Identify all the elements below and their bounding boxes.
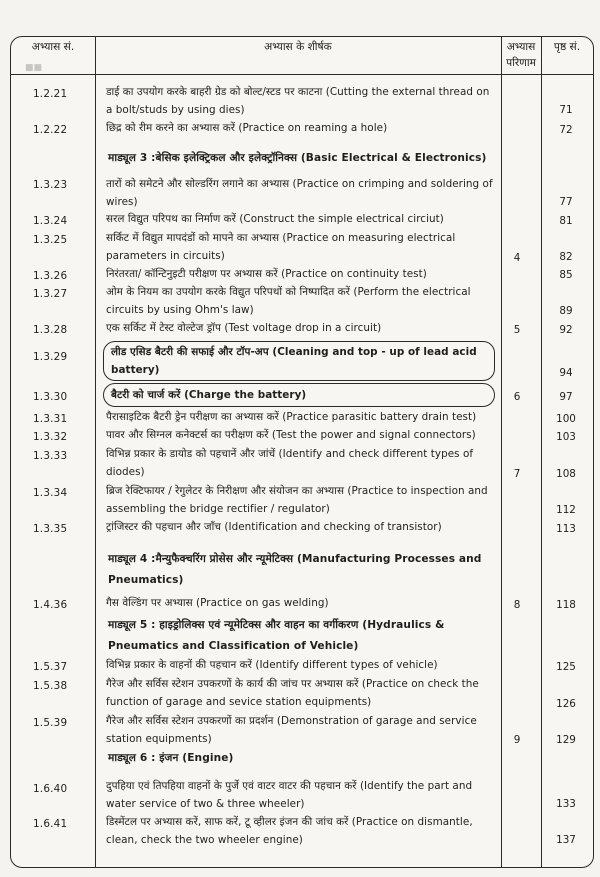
page-number: 81 [559,215,573,227]
header-exercise-no: अभ्यास सं. [31,41,75,53]
exercise-number: 1.3.31 [33,413,68,425]
exercise-title: ओम के नियम का उपयोग करके विद्युत परिपथों को निष्पादित करें (Perform the electrical circuits by using Ohm's law) [106,286,471,316]
exercise-number: 1.2.22 [33,124,68,136]
exercise-title: डाई का उपयोग करके बाहरी ग्रेड को बोल्ट/स्टड पर काटना (Cutting the external thread on a bolt/studs by using dies) [106,86,490,116]
module-heading: माड्यूल 4 :मैन्युफैक्चरिंग प्रोसेस और न्यूमेटिक्स (Manufacturing Processes and Pneumatics) [108,553,482,586]
module-heading: माड्यूल 3 :बेसिक इलेक्ट्रिकल और इलेक्ट्रॉनिक्स (Basic Electrical & Electronics) [108,152,487,164]
exercise-number: 1.3.23 [33,179,68,191]
exercise-title: गैरेज और सर्विस स्टेशन उपकरणों का प्रदर्शन (Demonstration of garage and service station equipments) [106,715,477,745]
exercise-number: 1.3.32 [33,431,68,443]
exercise-number: 1.3.24 [33,215,68,227]
page-number: 92 [559,324,573,336]
contents-table [10,36,594,868]
exercise-number: 1.3.30 [33,391,68,403]
exercise-number: 1.3.35 [33,523,68,535]
learning-outcome: 4 [513,252,521,264]
learning-outcome: 6 [513,391,521,403]
exercise-number: 1.3.26 [33,270,68,282]
learning-outcome: 7 [513,468,521,480]
column-divider [501,37,502,867]
exercise-number: 1.3.28 [33,324,68,336]
exercise-title: विभिन्न प्रकार के डायोड को पहचानें और जांचें (Identify and check different types of diodes) [106,448,474,478]
page-number: 129 [556,734,576,746]
exercise-number: 1.3.33 [33,450,68,462]
page-number: 85 [559,269,573,281]
exercise-title: डिस्मेंटल पर अभ्यास करें, साफ करें, टू व्हीलर इंजन की जांच करें (Practice on dismantle, clean, check the two wheeler engine) [106,816,473,846]
page-number: 118 [556,599,576,611]
page-number: 125 [556,661,576,673]
exercise-title: बैटरी को चार्ज करें (Charge the battery) [111,389,307,401]
exercise-number: 1.6.40 [33,783,68,795]
page-number: 113 [556,523,576,535]
page-number: 89 [559,305,573,317]
header-page-no: पृष्ठ सं. [553,41,581,53]
module-heading: माड्यूल 6 : इंजन (Engine) [108,752,234,764]
exercise-number: 1.6.41 [33,818,68,830]
page-number: 71 [559,104,573,116]
exercise-title: ब्रिज रेक्टिफायर / रेगुलेटर के निरीक्षण और संयोजन का अभ्यास (Practice to inspection and assembling the bridge rectifier / regulator) [106,485,488,515]
exercise-title: दुपहिया एवं तिपहिया वाहनों के पुर्जे एवं वाटर वाटर की पहचान करें (Identify the part and water service of two & three wheeler) [106,780,473,810]
learning-outcome: 8 [513,599,521,611]
column-divider [95,37,96,867]
exercise-title: सरल विद्युत परिपथ का निर्माण करें (Construct the simple electrical circiut) [106,213,444,225]
exercise-number: 1.3.25 [33,234,68,246]
exercise-title: पैरासाइटिक बैटरी ड्रेन परीक्षण का अभ्यास करें (Practice parasitic battery drain test) [106,411,477,423]
page-number: 100 [556,413,576,425]
page-number: 103 [556,431,576,443]
page-number: 82 [559,251,573,263]
exercise-number: 1.3.29 [33,351,68,363]
page-number: 77 [559,196,573,208]
learning-outcome: 5 [513,324,521,336]
exercise-title: एक सर्किट में टेस्ट वोल्टेज ड्रॉप (Test voltage drop in a circuit) [106,322,382,334]
exercise-number: 1.2.21 [33,88,68,100]
module-heading: माड्यूल 5 : हाइड्रोलिक्स एवं न्यूमेटिक्स और वाहन का वर्गीकरण (Hydraulics & Pneumatics and Classification of Vehicle) [108,619,445,652]
header-learning-outcome [501,39,541,71]
page-number: 94 [559,367,573,379]
exercise-title: पावर और सिग्नल कनेक्टर्स का परीक्षण करें (Test the power and signal connectors) [106,429,476,441]
exercise-number: 1.3.27 [33,288,68,300]
exercise-number: 1.5.37 [33,661,68,673]
exercise-number: 1.5.38 [33,680,68,692]
exercise-title: ट्रांजिस्टर की पहचान और जाँच (Identification and checking of transistor) [106,521,442,533]
header-exercise-title: अभ्यास के शीर्षक [264,41,332,53]
page-number: 72 [559,124,573,136]
page-number: 126 [556,698,576,710]
header-result-line1: अभ्यास [506,41,536,53]
page-number: 97 [559,391,573,403]
exercise-number: 1.5.39 [33,717,68,729]
learning-outcome: 9 [513,734,521,746]
exercise-title: तारों को समेटने और सोल्डरिंग लगाने का अभ्यास (Practice on crimping and soldering of wires) [106,178,493,208]
header-divider [11,74,593,75]
header-result-line2: परिणाम [506,57,536,69]
exercise-title: सर्किट में विद्युत मापदंडों को मापने का अभ्यास (Practice on measuring electrical parameters in circuits) [106,232,456,262]
column-divider [541,37,542,867]
page-number: 133 [556,798,576,810]
page-number: 137 [556,834,576,846]
exercise-title: विभिन्न प्रकार के वाहनों की पहचान करें (Identify different types of vehicle) [106,659,438,671]
page-number: 108 [556,468,576,480]
exercise-number: 1.4.36 [33,599,68,611]
page-number: 112 [556,504,576,516]
exercise-number: 1.3.34 [33,487,68,499]
exercise-title: निरंतरता/ कॉन्टिनुइटी परीक्षण पर अभ्यास करें (Practice on continuity test) [106,268,427,280]
exercise-title: गैरेज और सर्विस स्टेशन उपकरणों के कार्य की जांच पर अभ्यास करें (Practice on check the function of garage and sevice station equipments) [106,678,479,708]
exercise-title: गैस वेल्डिंग पर अभ्यास (Practice on gas welding) [106,597,329,609]
exercise-title: लीड एसिड बैटरी की सफाई और टॉप-अप (Cleaning and top - up of lead acid battery) [111,346,477,376]
bleed-through-mark: ■■ [25,63,43,73]
exercise-title: छिद्र को रीम करने का अभ्यास करें (Practice on reaming a hole) [106,122,388,134]
